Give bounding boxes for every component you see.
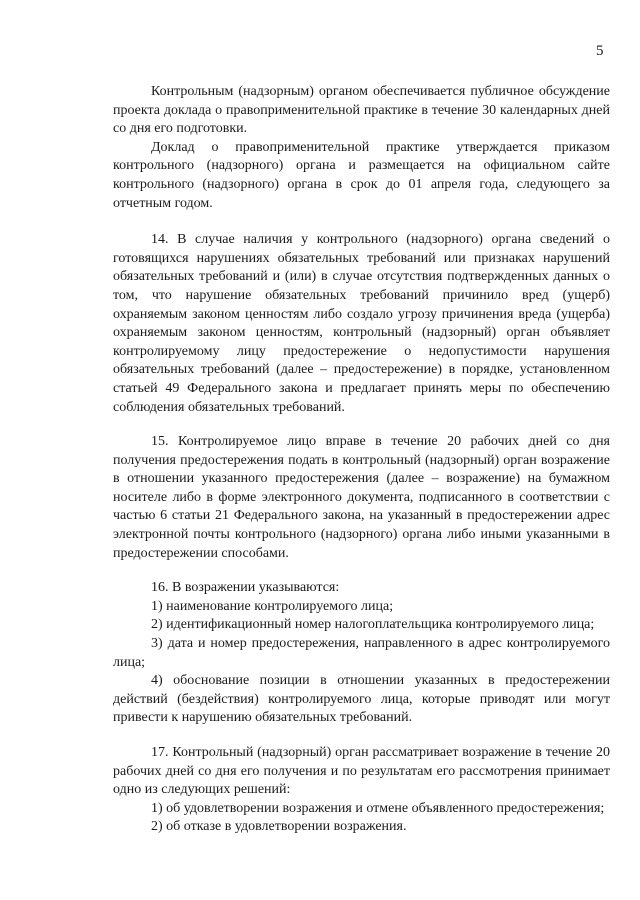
paragraph-clause-17: 17. Контрольный (надзорный) орган рассматривает возражение в течение 20 рабочих дней со дня его получения и по результатам его рассмотрения принимает одно из следующих решений: (113, 745, 610, 798)
list-item-clause-16-1: 1) наименование контролируемого лица; (151, 598, 394, 614)
paragraph-public-discussion: Контрольным (надзорным) органом обеспечивается публичное обсуждение проекта доклада о правоприменительной практике в течение 30 календарных дней со дня его подготовки. (113, 84, 610, 137)
list-item-clause-16-4: 4) обоснование позиции в отношении указанных в предостережении действий (бездействия) контролируемого лица, которые приводят или могут привести к нарушению обязательных требований. (113, 673, 610, 726)
list-item-clause-16-2: 2) идентификационный номер налогоплательщика контролируемого лица; (151, 617, 595, 633)
paragraph-clause-14: 14. В случае наличия у контрольного (надзорного) органа сведений о готовящихся нарушениях обязательных требований или признаках нарушений обязательных требований и (или) в случае отсутствия подтвержденных данных о том, что нарушение обязательных требований причинило вред (ущерб) охраняемым законом ценностям либо создало угрозу причинения вреда (ущерба) охраняемым законом ценностям, контрольный (надзорный) орган объявляет контролируемому лицу предостережение о недопустимости нарушения обязательных требований (далее – предостережение) в порядке, установленном статьей 49 Федерального закона и предлагает принять меры по обеспечению соблюдения обязательных требований. (113, 232, 610, 415)
paragraph-clause-16-heading: 16. В возражении указываются: (151, 580, 340, 596)
list-item-clause-17-2: 2) об отказе в удовлетворении возражения. (151, 819, 407, 835)
paragraph-clause-15: 15. Контролируемое лицо вправе в течение 20 рабочих дней со дня получения предостережения подать в контрольный (надзорный) орган возражение в отношении указанного предостережения (далее – возражение) на бумажном носителе либо в форме электронного документа, подписанного в соответствии с частью 6 статьи 21 Федерального закона, на указанный в предостережении адрес электронной почты контрольного (надзорного) органа либо иными указанными в предостережении способами. (113, 434, 610, 561)
paragraph-report-approval: Доклад о правоприменительной практике утверждается приказом контрольного (надзорного) органа и размещается на официальном сайте контрольного (надзорного) органа в срок до 01 апреля года, следующего за отчетным годом. (113, 139, 610, 211)
list-item-clause-17-1: 1) об удовлетворении возражения и отмене объявленного предостережения; (151, 800, 605, 816)
page-number: 5 (596, 43, 604, 59)
list-item-clause-16-3: 3) дата и номер предостережения, направленного в адрес контролируемого лица; (113, 636, 610, 670)
document-body (113, 83, 610, 837)
